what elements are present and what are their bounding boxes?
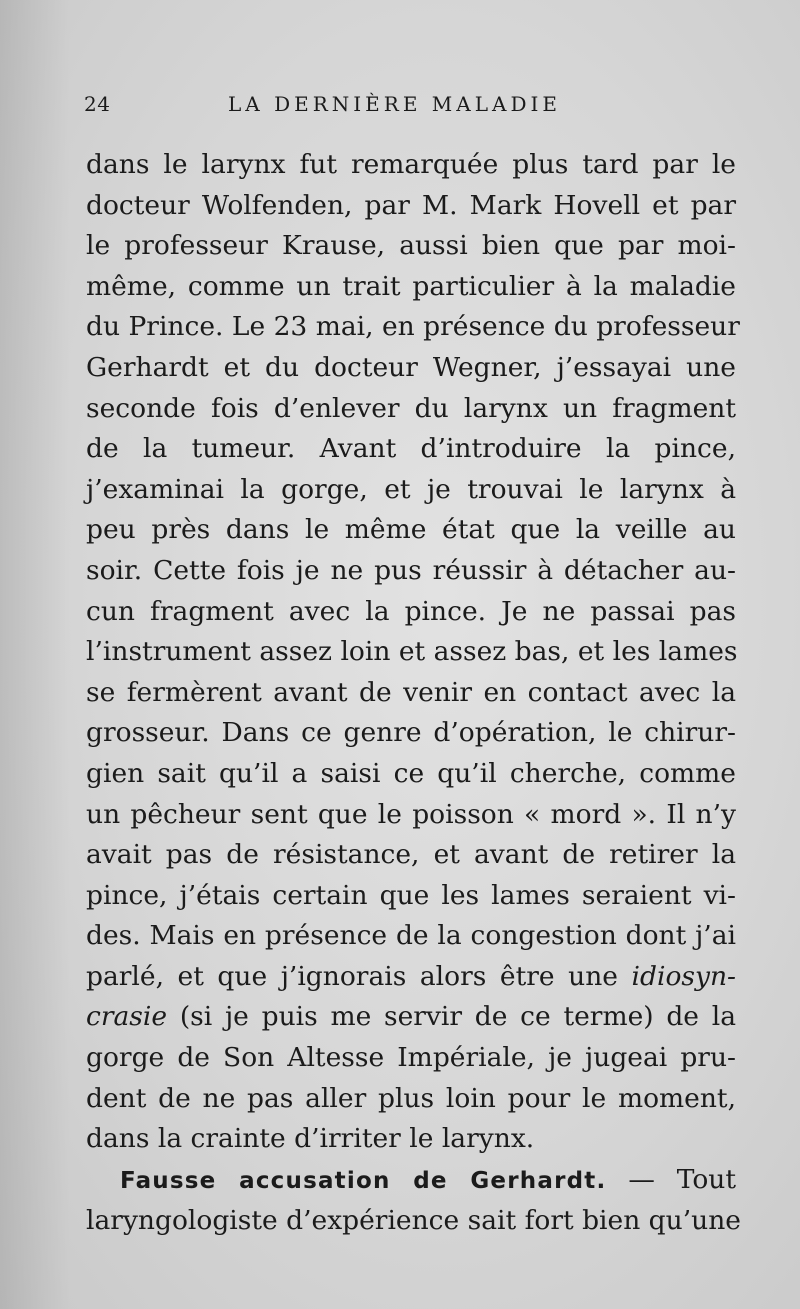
- text-line: dans la crainte d’irriter le larynx.: [86, 1123, 535, 1155]
- text-line: Gerhardt et du docteur Wegner, j’essayai une: [86, 351, 736, 383]
- text-line: [86, 957, 736, 998]
- page-number: 24: [84, 92, 111, 116]
- text-line: se fermèrent avant de venir en contact avec la: [86, 676, 736, 708]
- text-line: dent de ne pas aller plus loin pour le moment,: [86, 1082, 736, 1114]
- text-line: dans le larynx fut remarquée plus tard par le: [86, 149, 736, 180]
- text-line: laryngologiste d’expérience sait fort bien qu’une: [86, 1205, 741, 1237]
- body-text: [86, 145, 741, 1242]
- page-edge-shadow: [0, 0, 70, 1309]
- text-segment: (si je puis me servir de ce terme) de la: [167, 1001, 736, 1033]
- text-line: de la tumeur. Avant d’introduire la pince,: [86, 433, 736, 465]
- text-line: pince, j’étais certain que les lames seraient vi-: [86, 879, 736, 911]
- text-line: avait pas de résistance, et avant de retirer la: [86, 839, 736, 871]
- section-heading: Fausse accusation de Gerhardt.: [120, 1167, 607, 1194]
- text-line: gorge de Son Altesse Impériale, je jugeai pru-: [86, 1042, 736, 1074]
- text-line: gien sait qu’il a saisi ce qu’il cherche, comme: [86, 757, 736, 789]
- text-line: même, comme un trait particulier à la maladie: [86, 270, 736, 302]
- running-title: LA DERNIÈRE MALADIE: [228, 92, 561, 116]
- text-line: docteur Wolfenden, par M. Mark Hovell et par: [86, 189, 736, 221]
- text-line: soir. Cette fois je ne pus réussir à détacher au-: [86, 554, 736, 586]
- text-line: le professeur Krause, aussi bien que par moi-: [86, 230, 736, 262]
- text-line: du Prince. Le 23 mai, en présence du professeur: [86, 311, 740, 343]
- text-line: [86, 997, 736, 1038]
- text-line: peu près dans le même état que la veille au: [86, 514, 736, 546]
- text-line: un pêcheur sent que le poisson « mord ». Il n’y: [86, 798, 736, 830]
- text-segment: — Tout: [606, 1163, 736, 1195]
- text-line: seconde fois d’enlever du larynx un fragment: [86, 392, 736, 424]
- section-line: [86, 1160, 736, 1202]
- text-line: cun fragment avec la pince. Je ne passai pas: [86, 595, 736, 627]
- italic-term: crasie: [86, 1001, 168, 1033]
- text-line: l’instrument assez loin et assez bas, et les lames: [86, 636, 738, 668]
- text-segment: parlé, et que j’ignorais alors être une: [86, 960, 632, 992]
- italic-term: idiosyn-: [631, 960, 736, 992]
- text-line: j’examinai la gorge, et je trouvai le larynx à: [86, 473, 736, 505]
- text-line: des. Mais en présence de la congestion dont j’ai: [86, 920, 736, 952]
- running-header: [84, 92, 744, 122]
- text-line: grosseur. Dans ce genre d’opération, le chirur-: [86, 717, 736, 749]
